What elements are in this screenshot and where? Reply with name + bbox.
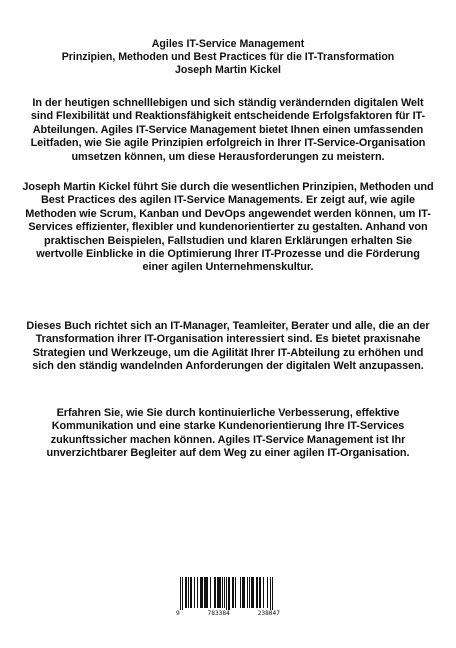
barcode-bar [219, 577, 220, 608]
barcode-bar [244, 577, 245, 608]
barcode-bar [272, 577, 273, 610]
barcode-bar [204, 577, 205, 608]
blurb-paragraph-audience: Dieses Buch richtet sich an IT-Manager, Teamleiter, Berater und alle, die an der Transformation ihrer IT-Organisation interessiert sind. Es bietet praxisnahe Strategien und Werkzeuge, um die Agilität Ihrer IT-Abteilung zu erhöhen und sich den ständig wandelnden Anforderungen der digitalen Welt anzupassen. [26, 320, 430, 373]
book-author: Joseph Martin Kickel [175, 64, 281, 76]
barcode-bar [259, 577, 260, 608]
barcode-digits-left: 783384 [207, 610, 230, 617]
barcode-bar [222, 577, 223, 608]
barcode-digit-first: 9 [176, 610, 180, 617]
barcode-bar [180, 577, 181, 610]
barcode-bar [215, 577, 216, 608]
barcode-bar [185, 577, 186, 608]
barcode-bar [263, 577, 264, 608]
barcode-bar [249, 577, 250, 608]
barcode-bar [251, 577, 252, 608]
isbn-barcode [174, 575, 282, 621]
barcode-bar [207, 577, 208, 608]
barcode-digits-right: 238047 [257, 610, 280, 617]
barcode-bar [200, 577, 201, 608]
barcode-bar [188, 577, 189, 608]
barcode-bar [235, 577, 236, 608]
barcode-bar [228, 577, 229, 610]
blurb-paragraph-author: Joseph Martin Kickel führt Sie durch die wesentlichen Prinzipien, Methoden und Best Practices des agilen IT-Service Managements. Er zeigt auf, wie agile Methoden wie Scrum, Kanban und DevOps angewendet werden können, um IT-Services effizienter, flexibler und kundenorientierter zu gestalten. Anhand von praktischen Beispielen, Fallstudien und klaren Erklärungen erhalten Sie wertvolle Einblicke in die Optimierung Ihrer IT-Prozesse und die Förderung einer agilen Unternehmenskultur. [22, 181, 434, 274]
barcode-bar [229, 577, 230, 610]
barcode-bars [174, 575, 282, 611]
barcode-bar [257, 577, 258, 608]
barcode-bar [220, 577, 221, 608]
barcode-bar [253, 577, 254, 608]
barcode-bar [194, 577, 195, 608]
barcode-bar [260, 577, 261, 608]
barcode-bar [191, 577, 192, 608]
barcode-bar [247, 577, 248, 608]
barcode-bar [186, 577, 187, 608]
barcode-bar [214, 577, 215, 608]
title-block [20, 38, 436, 77]
barcode-bar [267, 577, 268, 608]
blurb-paragraph-intro: In der heutigen schnelllebigen und sich ständig verändernden digitalen Welt sind Flexibilität und Reaktionsfähigkeit entscheidende Erfolgsfaktoren für IT-Abteilungen. Agiles IT-Service Management bietet Ihnen einen umfassenden Leitfaden, wie Sie agile Prinzipien erfolgreich in Ihrer IT-Service-Organisation umsetzen können, um diese Herausforderungen zu meistern. [30, 97, 426, 163]
barcode-bar [224, 577, 225, 608]
barcode-bar [232, 577, 233, 608]
barcode-bar [270, 577, 271, 610]
barcode-bar [240, 577, 241, 608]
barcode-bar [226, 577, 227, 610]
barcode-bar [218, 577, 219, 608]
barcode-bar [252, 577, 253, 608]
barcode-bar [242, 577, 243, 608]
barcode-bar [233, 577, 234, 608]
barcode-bar [190, 577, 191, 608]
barcode-bar [197, 577, 198, 608]
barcode-bar [201, 577, 202, 608]
barcode-bar [182, 577, 183, 610]
barcode-bar [205, 577, 206, 608]
barcode-bar [256, 577, 257, 608]
book-subtitle: Prinzipien, Methoden und Best Practices für die IT-Transformation [61, 51, 395, 63]
blurb-paragraph-closing: Erfahren Sie, wie Sie durch kontinuierliche Verbesserung, effektive Kommunikation und eine starke Kundenorientierung Ihre IT-Services zukunftssicher machen können. Agiles IT-Service Management ist Ihr unverzichtbarer Begleiter auf dem Weg zu einer agilen IT-Organisation. [46, 407, 410, 460]
barcode-bar [217, 577, 218, 608]
barcode-digits [174, 610, 282, 618]
barcode-bar [202, 577, 203, 608]
barcode-bar [210, 577, 211, 608]
book-title: Agiles IT-Service Management [151, 38, 305, 50]
barcode-bar [243, 577, 244, 608]
barcode-bar [206, 577, 207, 608]
